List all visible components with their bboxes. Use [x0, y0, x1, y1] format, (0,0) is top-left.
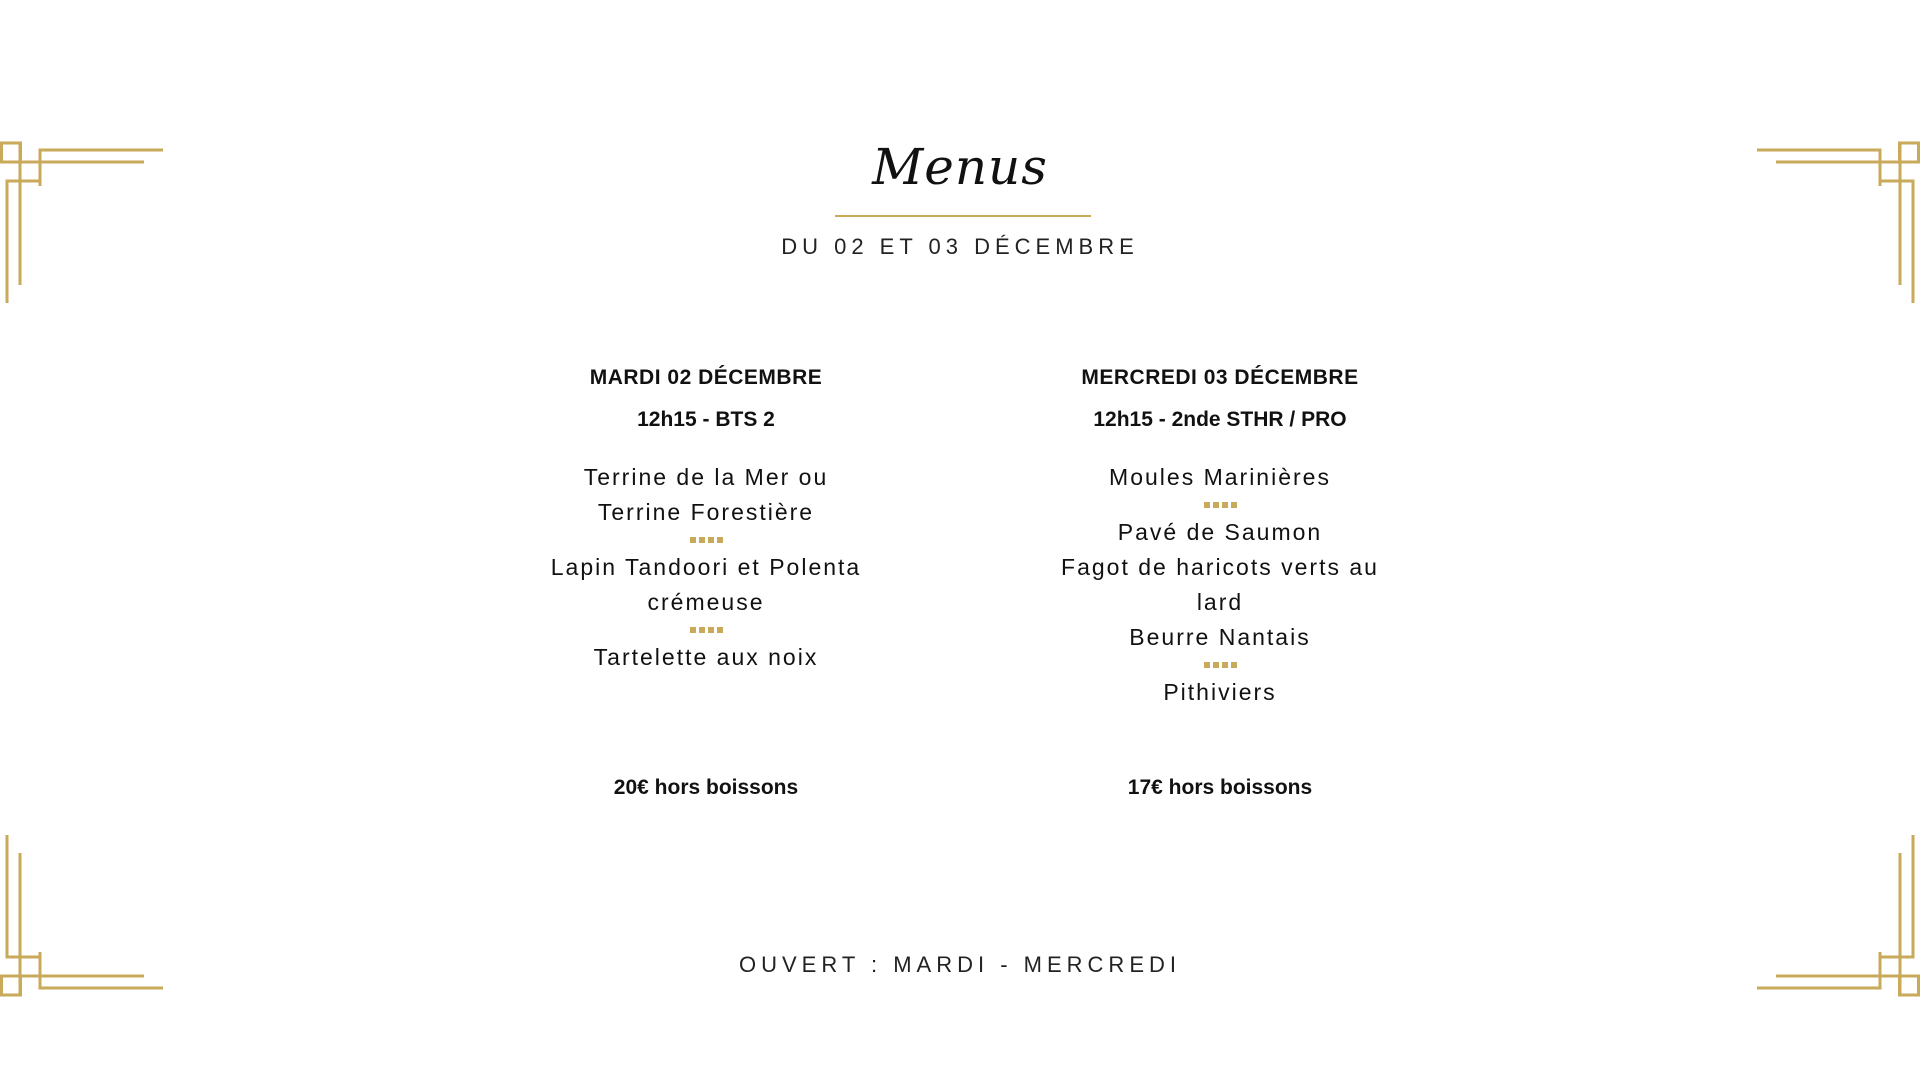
- dotted-separator-icon: [496, 530, 916, 550]
- course-line: crémeuse: [647, 589, 765, 615]
- menu-price: 17€ hors boissons: [1127, 776, 1313, 799]
- menu-time: 12h15 - BTS 2: [637, 408, 775, 431]
- menu-day-heading: MERCREDI 03 DÉCEMBRE: [1081, 366, 1359, 389]
- menu-courses: [1010, 460, 1430, 710]
- page-subtitle: DU 02 ET 03 DÉCEMBRE: [781, 234, 1139, 259]
- dotted-separator-icon: [1010, 655, 1430, 675]
- page-title: Menus: [872, 138, 1048, 196]
- course-line: Pavé de Saumon: [1117, 519, 1323, 545]
- course-line: Lapin Tandoori et Polenta: [550, 554, 862, 580]
- menu-column-wednesday: [1010, 366, 1430, 710]
- course-main: [1010, 515, 1430, 655]
- course-line: Pithiviers: [1163, 679, 1277, 705]
- menu-time: 12h15 - 2nde STHR / PRO: [1093, 408, 1347, 431]
- course-starter: [496, 460, 916, 530]
- course-line: Moules Marinières: [1109, 464, 1331, 490]
- course-line: Terrine de la Mer ou: [583, 464, 829, 490]
- opening-days: OUVERT : MARDI - MERCREDI: [739, 952, 1181, 977]
- dotted-separator-icon: [496, 620, 916, 640]
- menu-column-tuesday: [496, 366, 916, 675]
- dotted-separator-icon: [1010, 495, 1430, 515]
- course-dessert: [496, 640, 916, 675]
- course-line: Beurre Nantais: [1129, 624, 1311, 650]
- course-line: Terrine Forestière: [597, 499, 815, 525]
- course-starter: [1010, 460, 1430, 495]
- title-divider: [835, 215, 1091, 217]
- course-main: [496, 550, 916, 620]
- menu-courses: [496, 460, 916, 675]
- course-dessert: [1010, 675, 1430, 710]
- course-line: Fagot de haricots verts au: [1061, 554, 1379, 580]
- menu-day-heading: MARDI 02 DÉCEMBRE: [589, 366, 823, 389]
- menu-price: 20€ hors boissons: [613, 776, 799, 799]
- course-line: Tartelette aux noix: [593, 644, 819, 670]
- course-line: lard: [1196, 589, 1244, 615]
